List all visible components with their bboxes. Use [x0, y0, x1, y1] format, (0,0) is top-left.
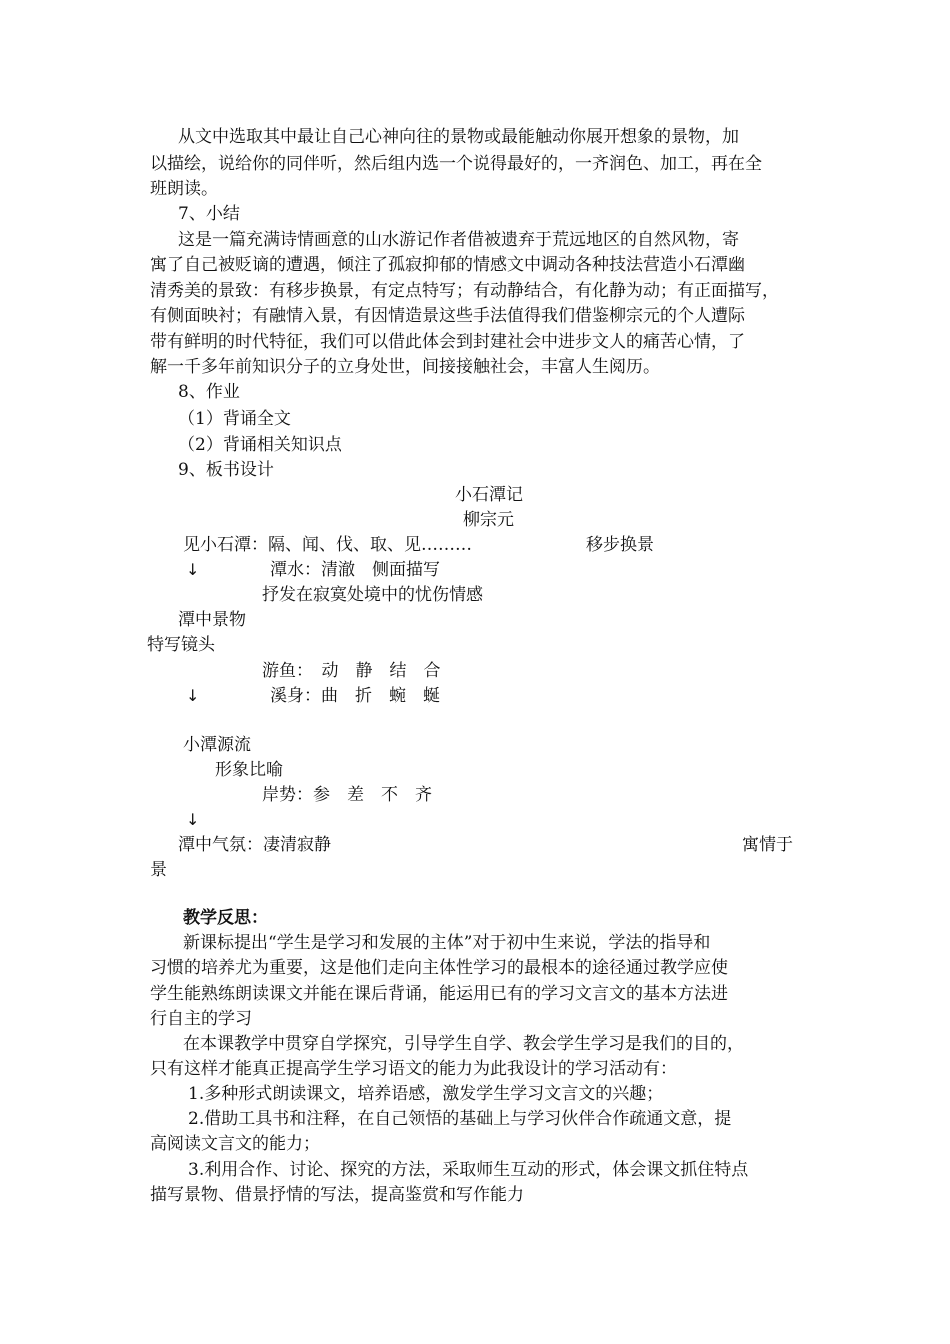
reflection-item-2-line-2: 高阅读文言文的能力；: [150, 1134, 320, 1154]
reflection-p1-line-1: 新课标提出“学生是学习和发展的主体”对于初中生来说，学法的指导和: [183, 933, 711, 953]
reflection-item-1: 1.多种形式朗读课文，培养语感，激发学生学习文言文的兴趣；: [188, 1084, 664, 1104]
board-metaphor: 形象比喻: [215, 760, 283, 780]
board-water: 潭水：清澈 侧面描写: [270, 560, 440, 580]
board-closeup: 特写镜头: [147, 635, 215, 655]
board-stream: 溪身：曲 折 蜿 蜒: [270, 686, 440, 706]
board-emotion-b: 景: [150, 860, 167, 880]
reflection-item-3-line-2: 描写景物、借景抒情的写法，提高鉴赏和写作能力: [150, 1185, 524, 1205]
board-heading: 9、板书设计: [178, 460, 274, 480]
reflection-item-3-line-1: 3.利用合作、讨论、探究的方法，采取师生互动的形式，体会课文抓住特点: [188, 1160, 749, 1180]
down-arrow-icon: ↓: [186, 810, 200, 829]
board-express: 抒发在寂寞处境中的忧伤情感: [262, 585, 483, 605]
board-fish: 游鱼： 动 静 结 合: [262, 661, 441, 681]
board-atmosphere: 潭中气氛：凄清寂静: [178, 835, 331, 855]
board-step-view: 移步换景: [586, 535, 654, 555]
board-source: 小潭源流: [183, 735, 251, 755]
reflection-p2-line-2: 只有这样才能真正提高学生学习语文的能力为此我设计的学习活动有：: [150, 1059, 677, 1079]
homework-heading: 8、作业: [178, 382, 240, 402]
reflection-p2-line-1: 在本课教学中贯穿自学探究，引导学生自学、教会学生学习是我们的目的，: [183, 1034, 744, 1054]
reflection-heading: 教学反思：: [183, 908, 268, 928]
board-bank: 岸势：参 差 不 齐: [262, 785, 432, 805]
summary-line-1: 这是一篇充满诗情画意的山水游记作者借被遗弃于荒远地区的自然风物，寄: [178, 230, 739, 250]
reflection-p1-line-2: 习惯的培养尤为重要，这是他们走向主体性学习的最根本的途径通过教学应使: [150, 958, 728, 978]
summary-line-6: 解一千多年前知识分子的立身处世，间接接触社会，丰富人生阅历。: [150, 357, 660, 377]
board-title: 小石潭记: [455, 485, 523, 505]
board-emotion-a: 寓情于: [742, 835, 793, 855]
summary-heading: 7、小结: [178, 204, 240, 224]
board-author: 柳宗元: [463, 510, 514, 530]
homework-item-1: （1）背诵全文: [178, 409, 291, 429]
summary-line-5: 带有鲜明的时代特征，我们可以借此体会到封建社会中进步文人的痛苦心情，了: [150, 332, 745, 352]
reflection-p1-line-4: 行自主的学习: [150, 1009, 252, 1029]
intro-line-1: 从文中选取其中最让自己心神向往的景物或最能触动你展开想象的景物，加: [178, 127, 739, 147]
reflection-p1-line-3: 学生能熟练朗读课文并能在课后背诵，能运用已有的学习文言文的基本方法进: [150, 984, 728, 1004]
board-see-pond: 见小石潭：隔、闻、伐、取、见………: [183, 535, 472, 555]
summary-line-4: 有侧面映衬；有融情入景，有因情造景这些手法值得我们借鉴柳宗元的个人遭际: [150, 306, 745, 326]
down-arrow-icon: ↓: [186, 686, 200, 705]
intro-line-3: 班朗读。: [150, 179, 218, 199]
intro-line-2: 以描绘，说给你的同伴听，然后组内选一个说得最好的，一齐润色、加工，再在全: [150, 154, 762, 174]
summary-line-3: 清秀美的景致：有移步换景，有定点特写；有动静结合，有化静为动；有正面描写，: [150, 281, 779, 301]
board-scenery: 潭中景物: [178, 610, 246, 630]
summary-line-2: 寓了自己被贬谪的遭遇，倾注了孤寂抑郁的情感文中调动各种技法营造小石潭幽: [150, 255, 745, 275]
down-arrow-icon: ↓: [186, 560, 200, 579]
reflection-item-2-line-1: 2.借助工具书和注释，在自己领悟的基础上与学习伙伴合作疏通文意，提: [188, 1109, 732, 1129]
homework-item-2: （2）背诵相关知识点: [178, 435, 342, 455]
